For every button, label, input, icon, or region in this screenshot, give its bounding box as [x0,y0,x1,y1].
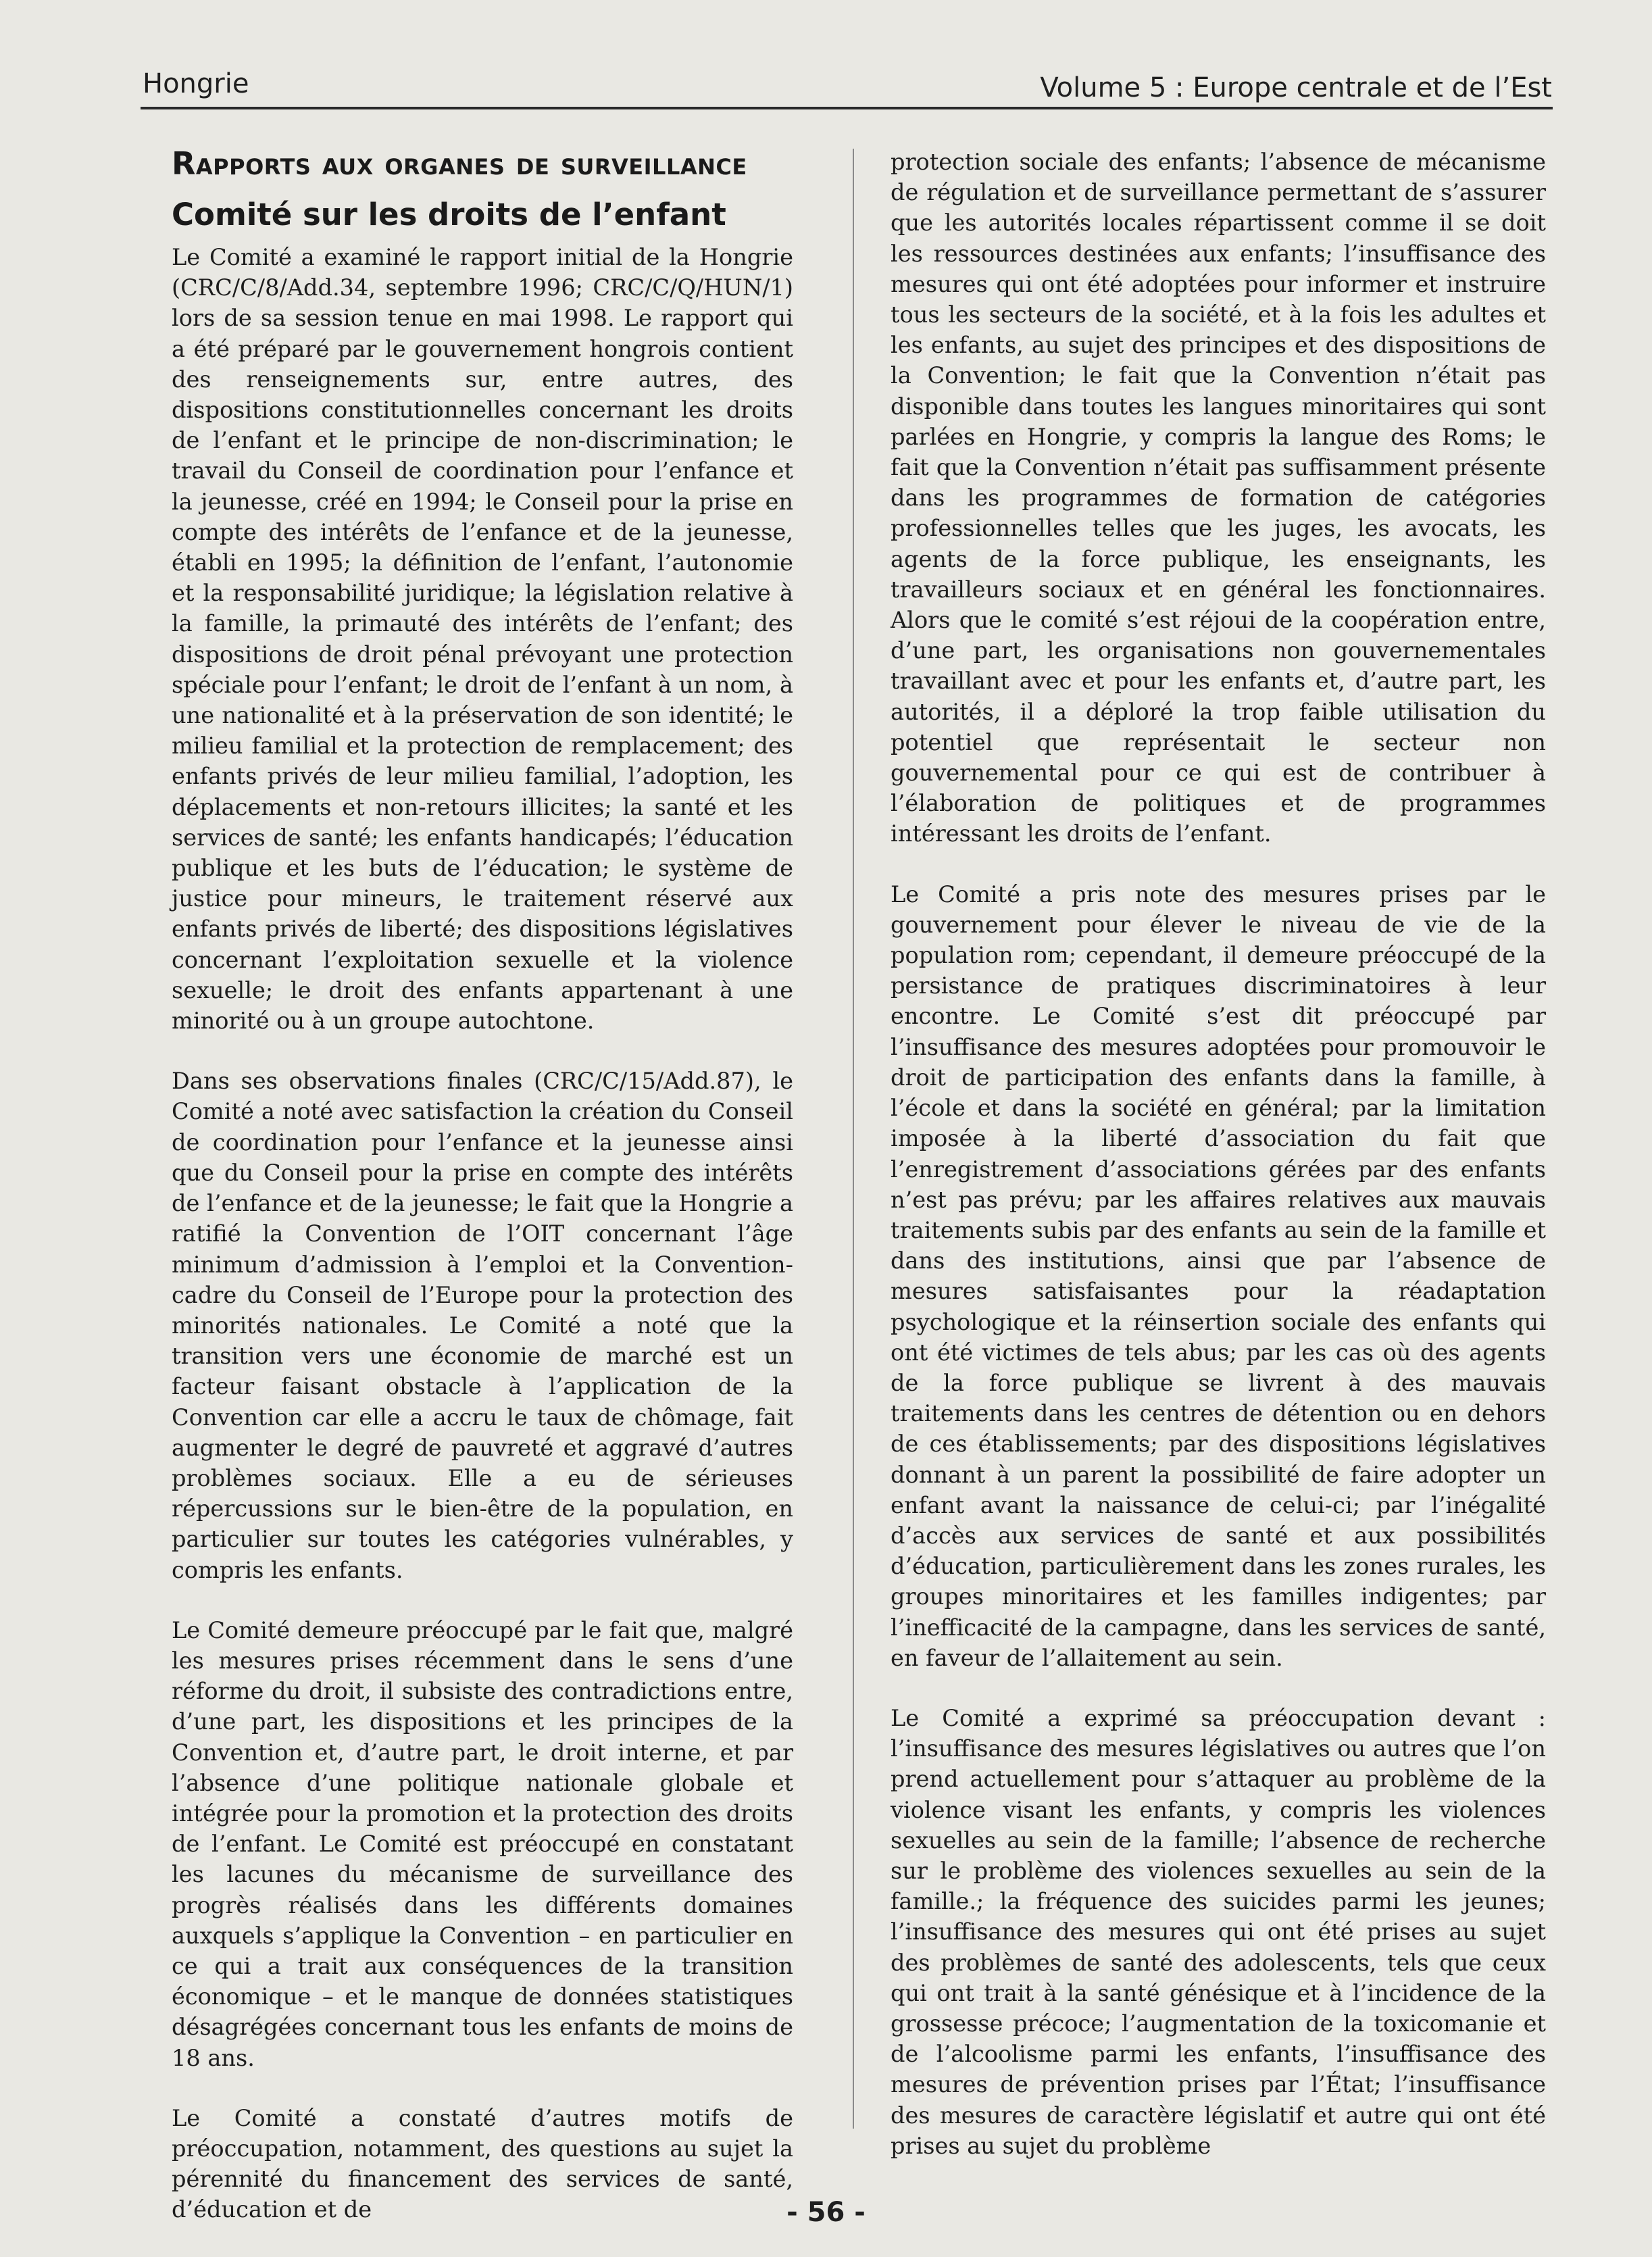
paragraph: Dans ses observations finales (CRC/C/15/Add.87), le Comité a noté avec satisfaction la création du Conseil de coordination pour l’enfance et la jeunesse ainsi que du Conseil pour la prise en compte des intérêts de l’enfance et de la jeunesse; le fait que la Hongrie a ratifié la Convention de l’OIT concernant l’âge minimum d’admission à l’emploi et la Convention-cadre du Conseil de l’Europe pour la protection des minorités nationales. Le Comité a noté que la transition vers une économie de marché est un facteur faisant obstacle à l’application de la Convention car elle a accru le taux de chômage, fait augmenter le degré de pauvreté et aggravé d’autres problèmes sociaux. Elle a eu de sérieuses répercussions sur le bien-être de la population, en particulier sur toutes les catégories vulnérables, y compris les enfants. [172,1068,793,1583]
paragraph: Le Comité demeure préoccupé par le fait que, malgré les mesures prises récemment dans le sens d’une réforme du droit, il subsiste des contradictions entre, d’une part, les dispositions et les principes de la Convention et, d’autre part, le droit interne, et par l’absence d’une politique nationale globale et intégrée pour la promotion et la protection des droits de l’enfant. Le Comité est préoccupé en constatant les lacunes du mécanisme de surveillance des progrès réalisés dans les différents domaines auxquels s’applique la Convention – en particulier en ce qui a trait aux conséquences de la transition économique – et le manque de données statistiques désagrégées concernant tous les enfants de moins de 18 ans. [172,1616,793,2071]
column-divider [853,149,854,2129]
sub-heading: Comité sur les droits de l’enfant [172,197,726,232]
header-rule [141,107,1553,109]
left-column [172,145,793,2225]
paragraph: Le Comité a constaté d’autres motifs de préoccupation, notamment, des questions au sujet la pérennité du financement des services de santé, d’éducation et de [172,2104,793,2223]
right-column [891,147,1546,2161]
paragraph: Le Comité a examiné le rapport initial de la Hongrie (CRC/C/8/Add.34, septembre 1996; CRC/C/Q/HUN/1) lors de sa session tenue en mai 1998. Le rapport qui a été préparé par le gouvernement hongrois contient des renseignements sur, entre autres, des dispositions constitutionnelles concernant les droits de l’enfant et le principe de non-discrimination; le travail du Conseil de coordination pour l’enfance et la jeunesse, créé en 1994; le Conseil pour la prise en compte des intérêts de l’enfance et de la jeunesse, établi en 1995; la définition de l’enfant, l’autonomie et la responsabilité juridique; la législation relative à la famille, la primauté des intérêts de l’enfant; des dispositions de droit pénal prévoyant une protection spéciale pour l’enfant; le droit de l’enfant à un nom, à une nationalité et à la préservation de son identité; le milieu familial et la protection de remplacement; des enfants privés de leur milieu familial, l’adoption, les déplacements et non-retours illicites; la santé et les services de santé; les enfants handicapés; l’éducation publique et les buts de l’éducation; le système de justice pour mineurs, le traitement réservé aux enfants privés de liberté; des dispositions législatives concernant l’exploitation sexuelle et la violence sexuelle; le droit des enfants appartenant à une minorité ou à un groupe autochtone. [172,244,793,1035]
section-heading: Rapports aux organes de surveillance [172,145,747,182]
running-header-volume: Volume 5 : Europe centrale et de l’Est [1040,72,1552,103]
running-header-country: Hongrie [143,68,249,99]
paragraph: protection sociale des enfants; l’absence de mécanisme de régulation et de surveillance permettant de s’assurer que les autorités locales répartissent comme il se doit les ressources destinées aux enfants; l’insuffisance des mesures qui ont été adoptées pour informer et instruire tous les secteurs de la société, et à la fois les adultes et les enfants, au sujet des principes et des dispositions de la Convention; le fait que la Convention n’était pas disponible dans toutes les langues minoritaires qui sont parlées en Hongrie, y compris la langue des Roms; le fait que la Convention n’était pas suffisamment présente dans les programmes de formation de catégories professionnelles telles que les juges, les avocats, les agents de la force publique, les enseignants, les travailleurs sociaux et en général les fonctionnaires. Alors que le comité s’est réjoui de la coopération entre, d’une part, les organisations non gouvernementales travaillant avec et pour les enfants et, d’autre part, les autorités, il a déploré la trop faible utilisation du potentiel que représentait le secteur non gouvernemental pour ce qui est de contribuer à l’élaboration de politiques et de programmes intéressant les droits de l’enfant. [891,149,1546,847]
paragraph: Le Comité a pris note des mesures prises par le gouvernement pour élever le niveau de vie de la population rom; cependant, il demeure préoccupé de la persistance de pratiques discriminatoires à leur encontre. Le Comité s’est dit préoccupé par l’insuffisance des mesures adoptées pour promouvoir le droit de participation des enfants dans la famille, à l’école et dans la société en général; par la limitation imposée à la liberté d’association du fait que l’enregistrement d’associations gérées par des enfants n’est pas prévu; par les affaires relatives aux mauvais traitements subis par des enfants au sein de la famille et dans des institutions, ainsi que par l’absence de mesures satisfaisantes pour la réadaptation psychologique et la réinsertion sociale des enfants qui ont été victimes de tels abus; par les cas où des agents de la force publique se livrent à des mauvais traitements dans les centres de détention ou en dehors de ces établissements; par des dispositions législatives donnant à un parent la possibilité de faire adopter un enfant avant la naissance de celui-ci; par l’inégalité d’accès aux services de santé et aux possibilités d’éducation, particulièrement dans les zones rurales, les groupes minoritaires et les familles indigentes; par l’inefficacité de la campagne, dans les services de santé, en faveur de l’allaitement au sein. [891,881,1546,1671]
paragraph: Le Comité a exprimé sa préoccupation devant : l’insuffisance des mesures législatives ou autres que l’on prend actuellement pour s’attaquer au problème de la violence visant les enfants, y compris les violences sexuelles au sein de la famille; l’absence de recherche sur le problème des violences sexuelles au sein de la famille.; la fréquence des suicides parmi les jeunes; l’insuffisance des mesures qui ont été prises au sujet des problèmes de santé des adolescents, tels que ceux qui ont trait à la santé génésique et à l’incidence de la grossesse précoce; l’augmentation de la toxicomanie et de l’alcoolisme parmi les enfants, l’insuffisance des mesures de prévention prises par l’État; l’insuffisance des mesures de caractère législatif et autre qui ont été prises au sujet du problème [891,1704,1546,2159]
page-number: - 56 - [786,2197,866,2228]
